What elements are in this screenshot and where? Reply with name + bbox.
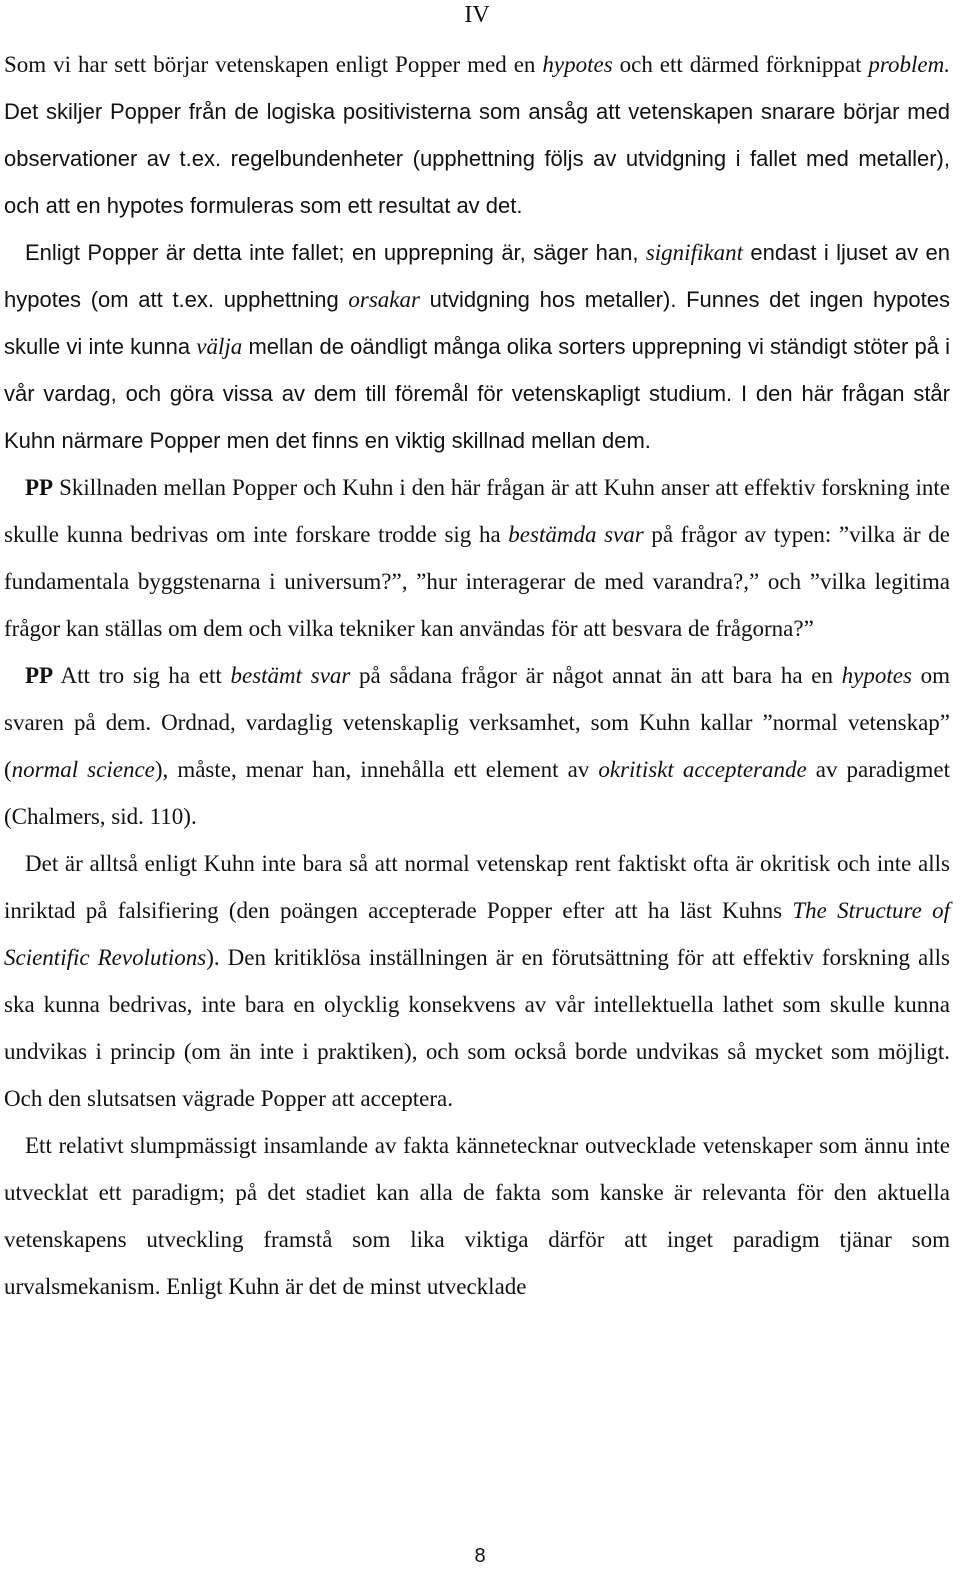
paragraph-1-text-2: och ett därmed förknippat <box>612 52 869 77</box>
paragraph-4-text-1: Att tro sig ha ett <box>53 663 231 688</box>
paragraph-4-marker: PP <box>25 663 54 688</box>
paragraph-4-italic-2: hypotes <box>841 663 912 688</box>
paragraph-4-italic-4: okritiskt accepterande <box>598 757 807 782</box>
chapter-heading: IV <box>464 2 490 28</box>
paragraph-1 <box>4 41 950 229</box>
paragraph-4-italic-3: normal science <box>11 757 155 782</box>
paragraph-6 <box>4 1122 950 1310</box>
paragraph-1-text-1: Som vi har sett börjar vetenskapen enligt Popper med en <box>4 52 543 77</box>
paragraph-3-text-2: på frågor av typen: ”vilka är de fundamentala byggstenarna i universum?”, ”hur interagerar de med varandra?,” och ”vilka legitima frågor kan ställas om dem och vilka tekniker kan användas för att besvara de frågorna?” <box>4 522 950 641</box>
paragraph-1-text-3: Det skiljer Popper från de logiska positivisterna som ansåg att vetenskapen snarare börjar med observationer av t.ex. regelbundenheter (upphettning följs av utvidgning i fallet med metaller), och att en hypotes formuleras som ett resultat av det. <box>4 99 950 218</box>
paragraph-4-italic-1: bestämt svar <box>230 663 351 688</box>
paragraph-6-text-1: Ett relativt slumpmässigt insamlande av fakta kännetecknar outvecklade vetenskaper som ännu inte utvecklat ett paradigm; på det stadiet kan alla de fakta som kanske är relevanta för den aktuella vetenskapens utveckling framstå som lika viktiga därför att inget paradigm tjänar som urvalsmekanism. Enligt Kuhn är det de minst utvecklade <box>4 1133 950 1299</box>
paragraph-2-text-1: Enligt Popper är detta inte fallet; en upprepning är, säger han, <box>25 240 646 265</box>
paragraph-4-text-5: av paradigmet (Chalmers, sid. 110). <box>4 757 950 829</box>
paragraph-4-text-3: om svaren på dem. Ordnad, vardaglig vetenskaplig verksamhet, som Kuhn kallar ”normal vetenskap” ( <box>4 663 950 782</box>
paragraph-4-text-4: ), måste, menar han, innehålla ett element av <box>154 757 599 782</box>
paragraph-5-italic-1: The Structure of Scientific Revolutions <box>4 898 950 970</box>
paragraph-3-text-1: Skillnaden mellan Popper och Kuhn i den här frågan är att Kuhn anser att effektiv forskning inte skulle kunna bedrivas om inte forskare trodde sig ha <box>4 475 950 547</box>
paragraph-3 <box>4 464 950 652</box>
page-number: 8 <box>474 1545 486 1567</box>
paragraph-2-italic-2: orsakar <box>348 287 420 312</box>
paragraph-5-text-1: Det är alltså enligt Kuhn inte bara så att normal vetenskap rent faktiskt ofta är okritisk och inte alls inriktad på falsifiering (den poängen accepterade Popper efter att ha läst Kuhns <box>4 851 950 923</box>
paragraph-5 <box>4 840 950 1122</box>
paragraph-2-text-3: utvidgning hos metaller). Funnes det ingen hypotes skulle vi inte kunna <box>4 287 950 359</box>
paragraph-1-italic-2: problem. <box>868 52 950 77</box>
document-page <box>4 0 950 1310</box>
paragraph-2-text-4: mellan de oändligt många olika sorters upprepning vi ständigt stöter på i vår vardag, och göra vissa av dem till föremål för vetenskapligt studium. I den här frågan står Kuhn närmare Popper men det finns en viktig skillnad mellan dem. <box>4 334 950 453</box>
paragraph-3-marker: PP <box>25 475 54 500</box>
paragraph-1-italic-1: hypotes <box>542 52 613 77</box>
paragraph-5-text-2: ). Den kritiklösa inställningen är en förutsättning för att effektiv forskning alls ska kunna bedrivas, inte bara en olycklig konsekvens av vår intellektuella lathet som skulle kunna undvikas i princip (om än inte i praktiken), och som också borde undvikas så mycket som möjligt. Och den slutsatsen vägrade Popper att acceptera. <box>4 945 950 1111</box>
paragraph-4 <box>4 652 950 840</box>
paragraph-2-italic-3: välja <box>196 334 243 359</box>
paragraph-4-text-2: på sådana frågor är något annat än att bara ha en <box>350 663 842 688</box>
paragraph-2 <box>4 229 950 464</box>
paragraph-2-text-2: endast i ljuset av en hypotes (om att t.ex. upphettning <box>4 240 950 312</box>
paragraph-3-italic-1: bestämda svar <box>508 522 644 547</box>
paragraph-2-italic-1: signifikant <box>645 240 743 265</box>
